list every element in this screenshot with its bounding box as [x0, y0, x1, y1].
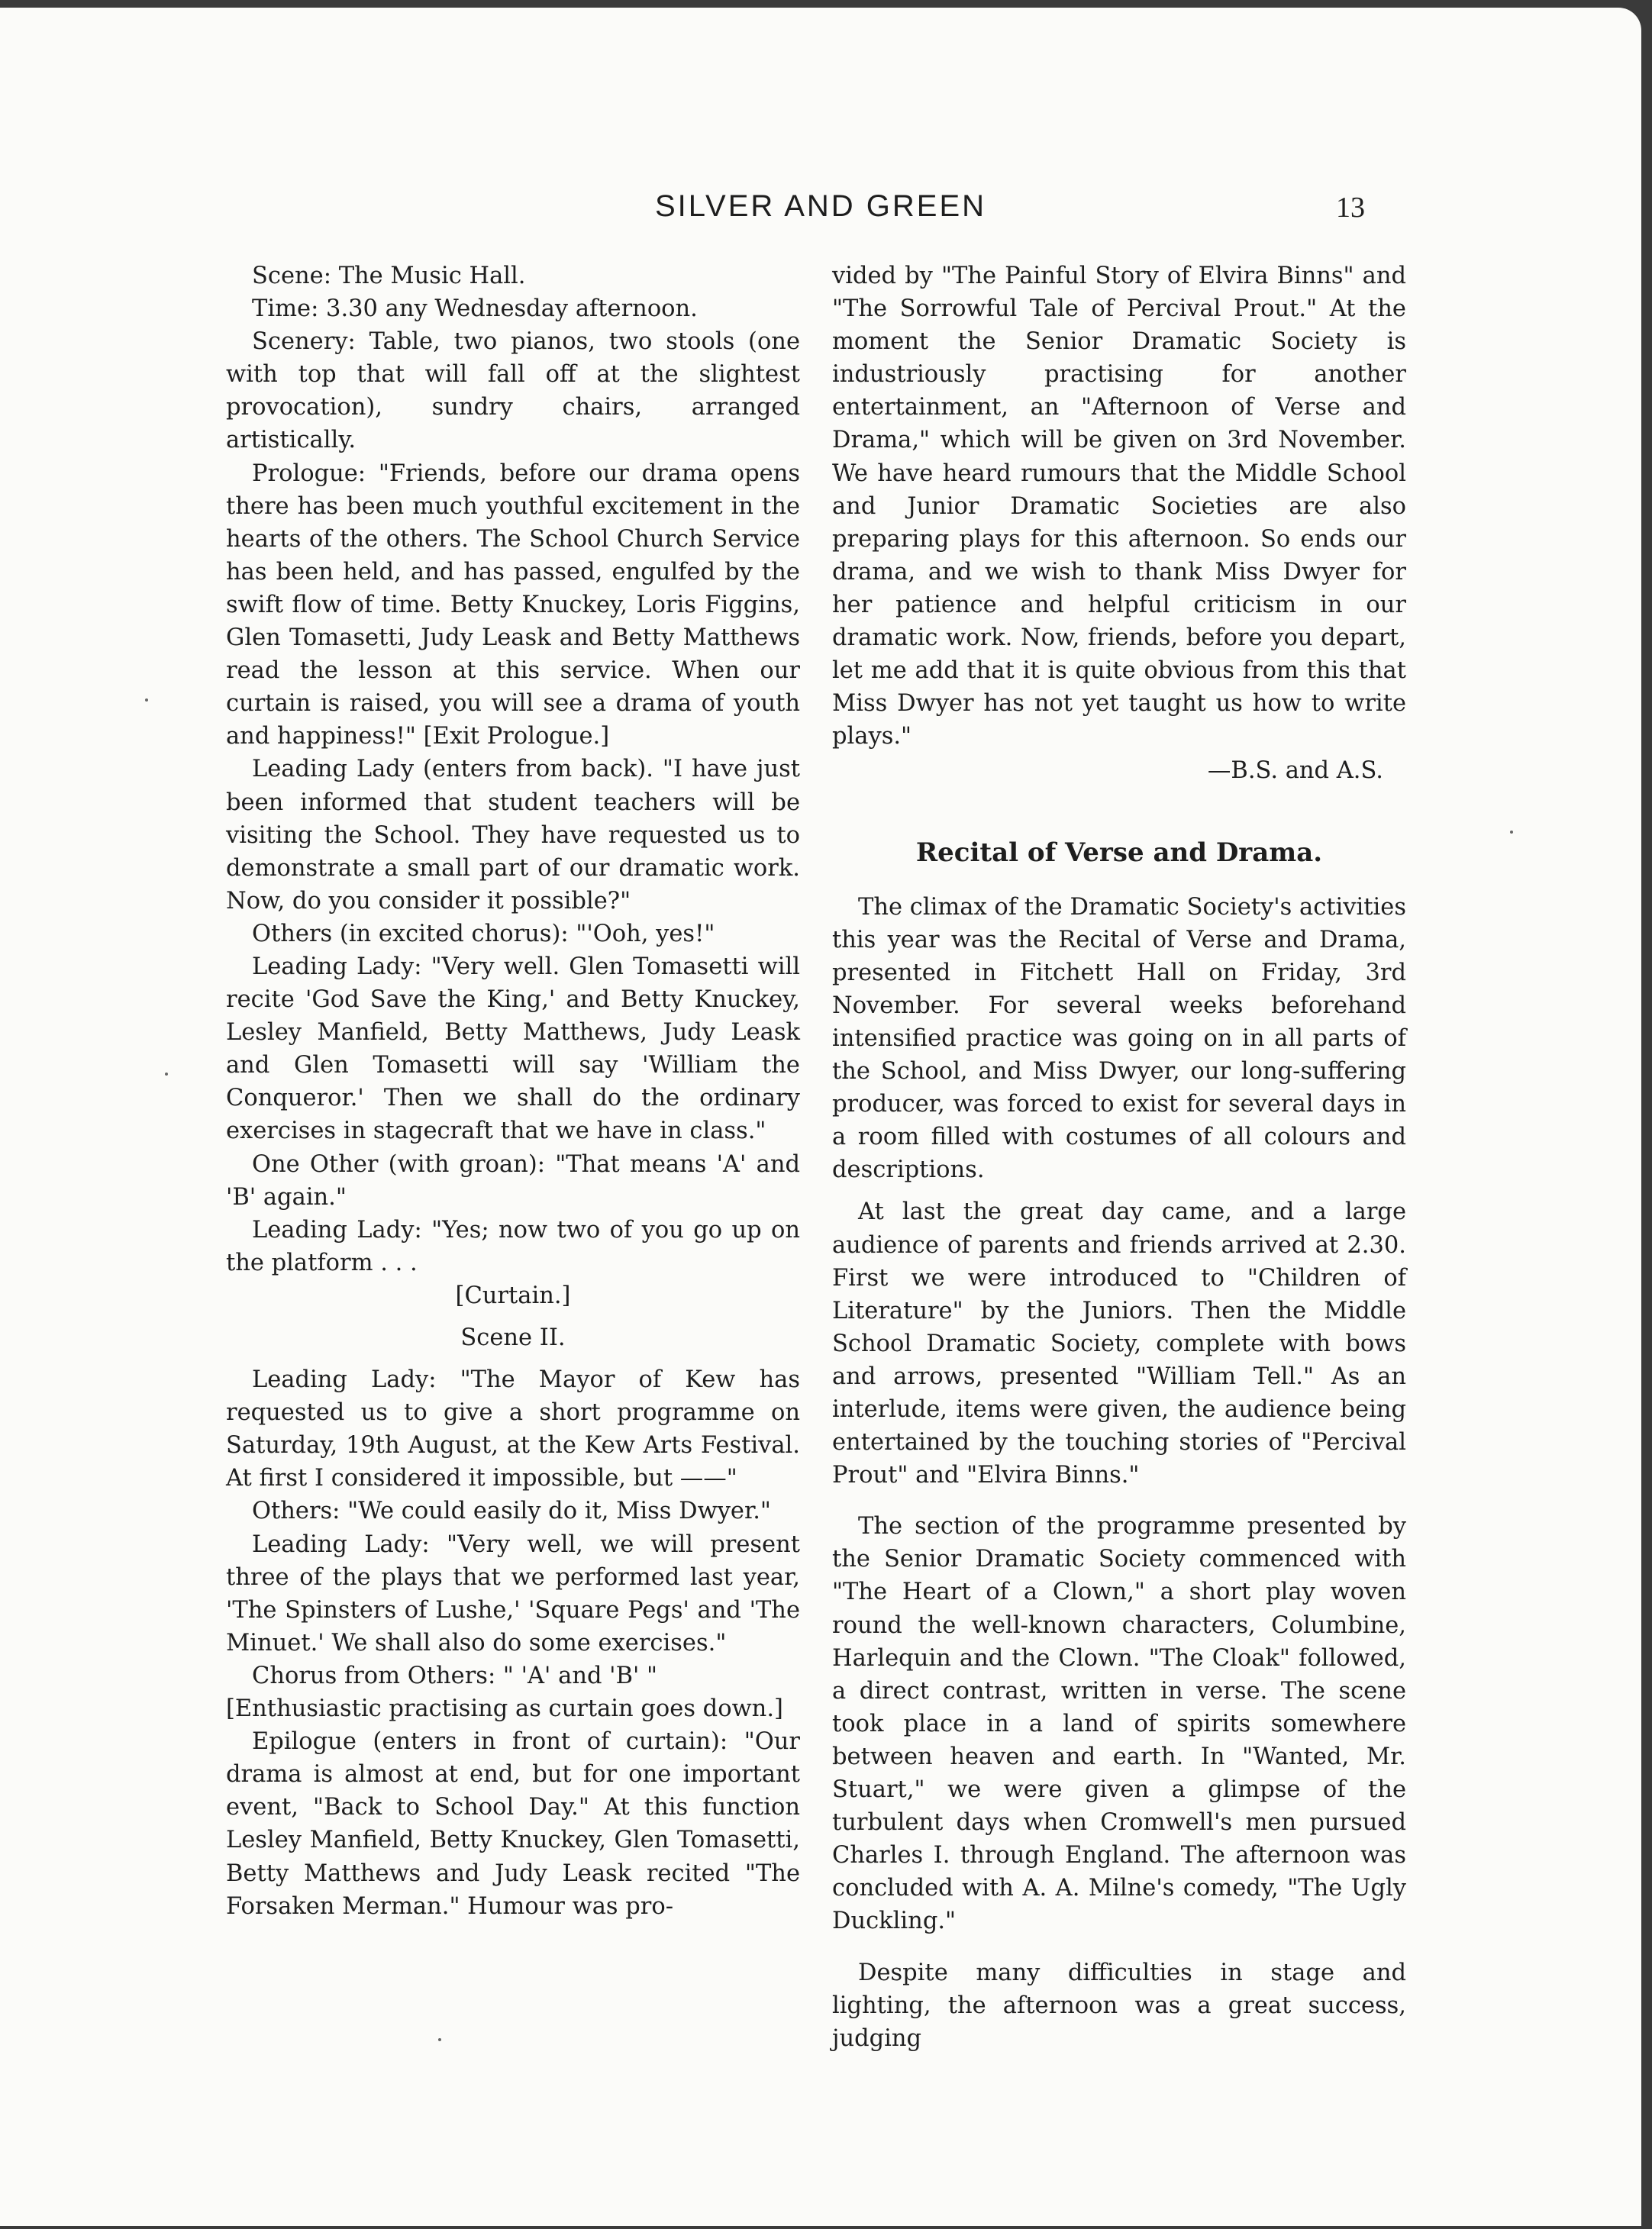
paragraph: Leading Lady: "Yes; now two of you go up on the platform . . .	[226, 1216, 800, 1276]
right-column	[832, 260, 1406, 2055]
paragraph: Leading Lady: "The Mayor of Kew has requested us to give a short programme on Saturday, 19th August, at the Kew Arts Festival. At first I considered it impossible, but ——"	[226, 1366, 800, 1492]
paragraph: Scene II.	[460, 1324, 566, 1351]
paragraph: —B.S. and A.S.	[1207, 757, 1383, 785]
paragraph: Despite many difficulties in stage and lighting, the afternoon was a great success, judging	[832, 1959, 1406, 2052]
scan-edge	[1641, 8, 1652, 2229]
running-title: SILVER AND GREEN	[654, 189, 987, 223]
paragraph: [Enthusiastic practising as curtain goes down.]	[226, 1695, 783, 1723]
scan-speck	[145, 698, 148, 702]
section-heading: Recital of Verse and Drama.	[915, 837, 1323, 868]
section-body	[832, 891, 1406, 2055]
paragraph: The climax of the Dramatic Society's activities this year was the Recital of Verse and Drama, presented in Fitchett Hall on Friday, 3rd November. For several weeks beforehand intensified practice was going on in all parts of the School, and Miss Dwyer, our long-suffering producer, was forced to exist for several days in a room filled with costumes of all colours and descriptions.	[832, 893, 1406, 1184]
paragraph: At last the great day came, and a large audience of parents and friends arrived at 2.30. First we were introduced to "Children of Literature" by the Juniors. Then the Middle School Dramatic Society, complete with bows and arrows, presented "William Tell." As an interlude, items were given, the audience being entertained by the touching stories of "Percival Prout" and "Elvira Binns."	[832, 1198, 1406, 1489]
paragraph: [Curtain.]	[455, 1282, 571, 1309]
paragraph: Epilogue (enters in front of curtain): "Our drama is almost at end, but for one important event, "Back to School Day." At this function Lesley Manfield, Betty Knuckey, Glen Tomasetti, Betty Matthews and Judy Leask recited "The Forsaken Merman." Humour was pro-	[226, 1728, 800, 1920]
paragraph: Chorus from Others: " 'A' and 'B' "	[252, 1662, 658, 1689]
scan-speck	[165, 1073, 168, 1076]
scan-speck	[1510, 831, 1513, 834]
paragraph: Time: 3.30 any Wednesday afternoon.	[252, 295, 698, 323]
paragraph: Leading Lady: "Very well. Glen Tomasetti will recite 'God Save the King,' and Betty Knuckey, Lesley Manfield, Betty Matthews, Judy Leask and Glen Tomasetti will say 'William the Conqueror.' Then we shall do the ordinary exercises in stagecraft that we have in class."	[226, 953, 800, 1145]
paragraph: Prologue: "Friends, before our drama opens there has been much youthful excitement in the hearts of the others. The School Church Service has been held, and has passed, engulfed by the swift flow of time. Betty Knuckey, Loris Figgins, Glen Tomasetti, Judy Leask and Betty Matthews read the lesson at this service. When our curtain is raised, you will see a drama of youth and happiness!" [Exit Prologue.]	[226, 460, 800, 750]
page-number: 13	[1336, 192, 1365, 224]
paragraph: The section of the programme presented by the Senior Dramatic Society commenced with "The Heart of a Clown," a short play woven round the well-known characters, Columbine, Harlequin and the Clown. "The Cloak" followed, a direct contrast, written in verse. The scene took place in a land of spirits somewhere between heaven and earth. In "Wanted, Mr. Stuart," we were given a glimpse of the turbulent days when Cromwell's men pursued Charles I. through England. The afternoon was concluded with A. A. Milne's comedy, "The Ugly Duckling."	[832, 1513, 1406, 1935]
right-column-continuation	[832, 260, 1406, 788]
paragraph: Leading Lady: "Very well, we will present three of the plays that we performed last year, 'The Spinsters of Lushe,' 'Square Pegs' and 'The Minuet.' We shall also do some exercises."	[226, 1531, 800, 1656]
scan-speck	[438, 2038, 441, 2041]
left-column	[226, 260, 800, 1923]
paragraph: Others (in excited chorus): "'Ooh, yes!"	[252, 920, 715, 947]
paragraph: Others: "We could easily do it, Miss Dwyer."	[252, 1498, 771, 1525]
document-page	[0, 8, 1641, 2226]
paragraph: Scenery: Table, two pianos, two stools (one with top that will fall off at the slightest provocation), sundry chairs, arranged artistically.	[226, 328, 800, 454]
paragraph: vided by "The Painful Story of Elvira Binns" and "The Sorrowful Tale of Percival Prout." At the moment the Senior Dramatic Society is industriously practising for another entertainment, an "Afternoon of Verse and Drama," which will be given on 3rd November. We have heard rumours that the Middle School and Junior Dramatic Societies are also preparing plays for this afternoon. So ends our drama, and we wish to thank Miss Dwyer for her patience and helpful criticism in our dramatic work. Now, friends, before you depart, let me add that it is quite obvious from this that Miss Dwyer has not yet taught us how to write plays."	[832, 263, 1406, 750]
paragraph: Leading Lady (enters from back). "I have just been informed that student teachers will be visiting the School. They have requested us to demonstrate a small part of our dramatic work. Now, do you consider it possible?"	[226, 756, 800, 915]
paragraph: One Other (with groan): "That means 'A' and 'B' again."	[226, 1150, 800, 1211]
paragraph: Scene: The Music Hall.	[252, 263, 526, 289]
